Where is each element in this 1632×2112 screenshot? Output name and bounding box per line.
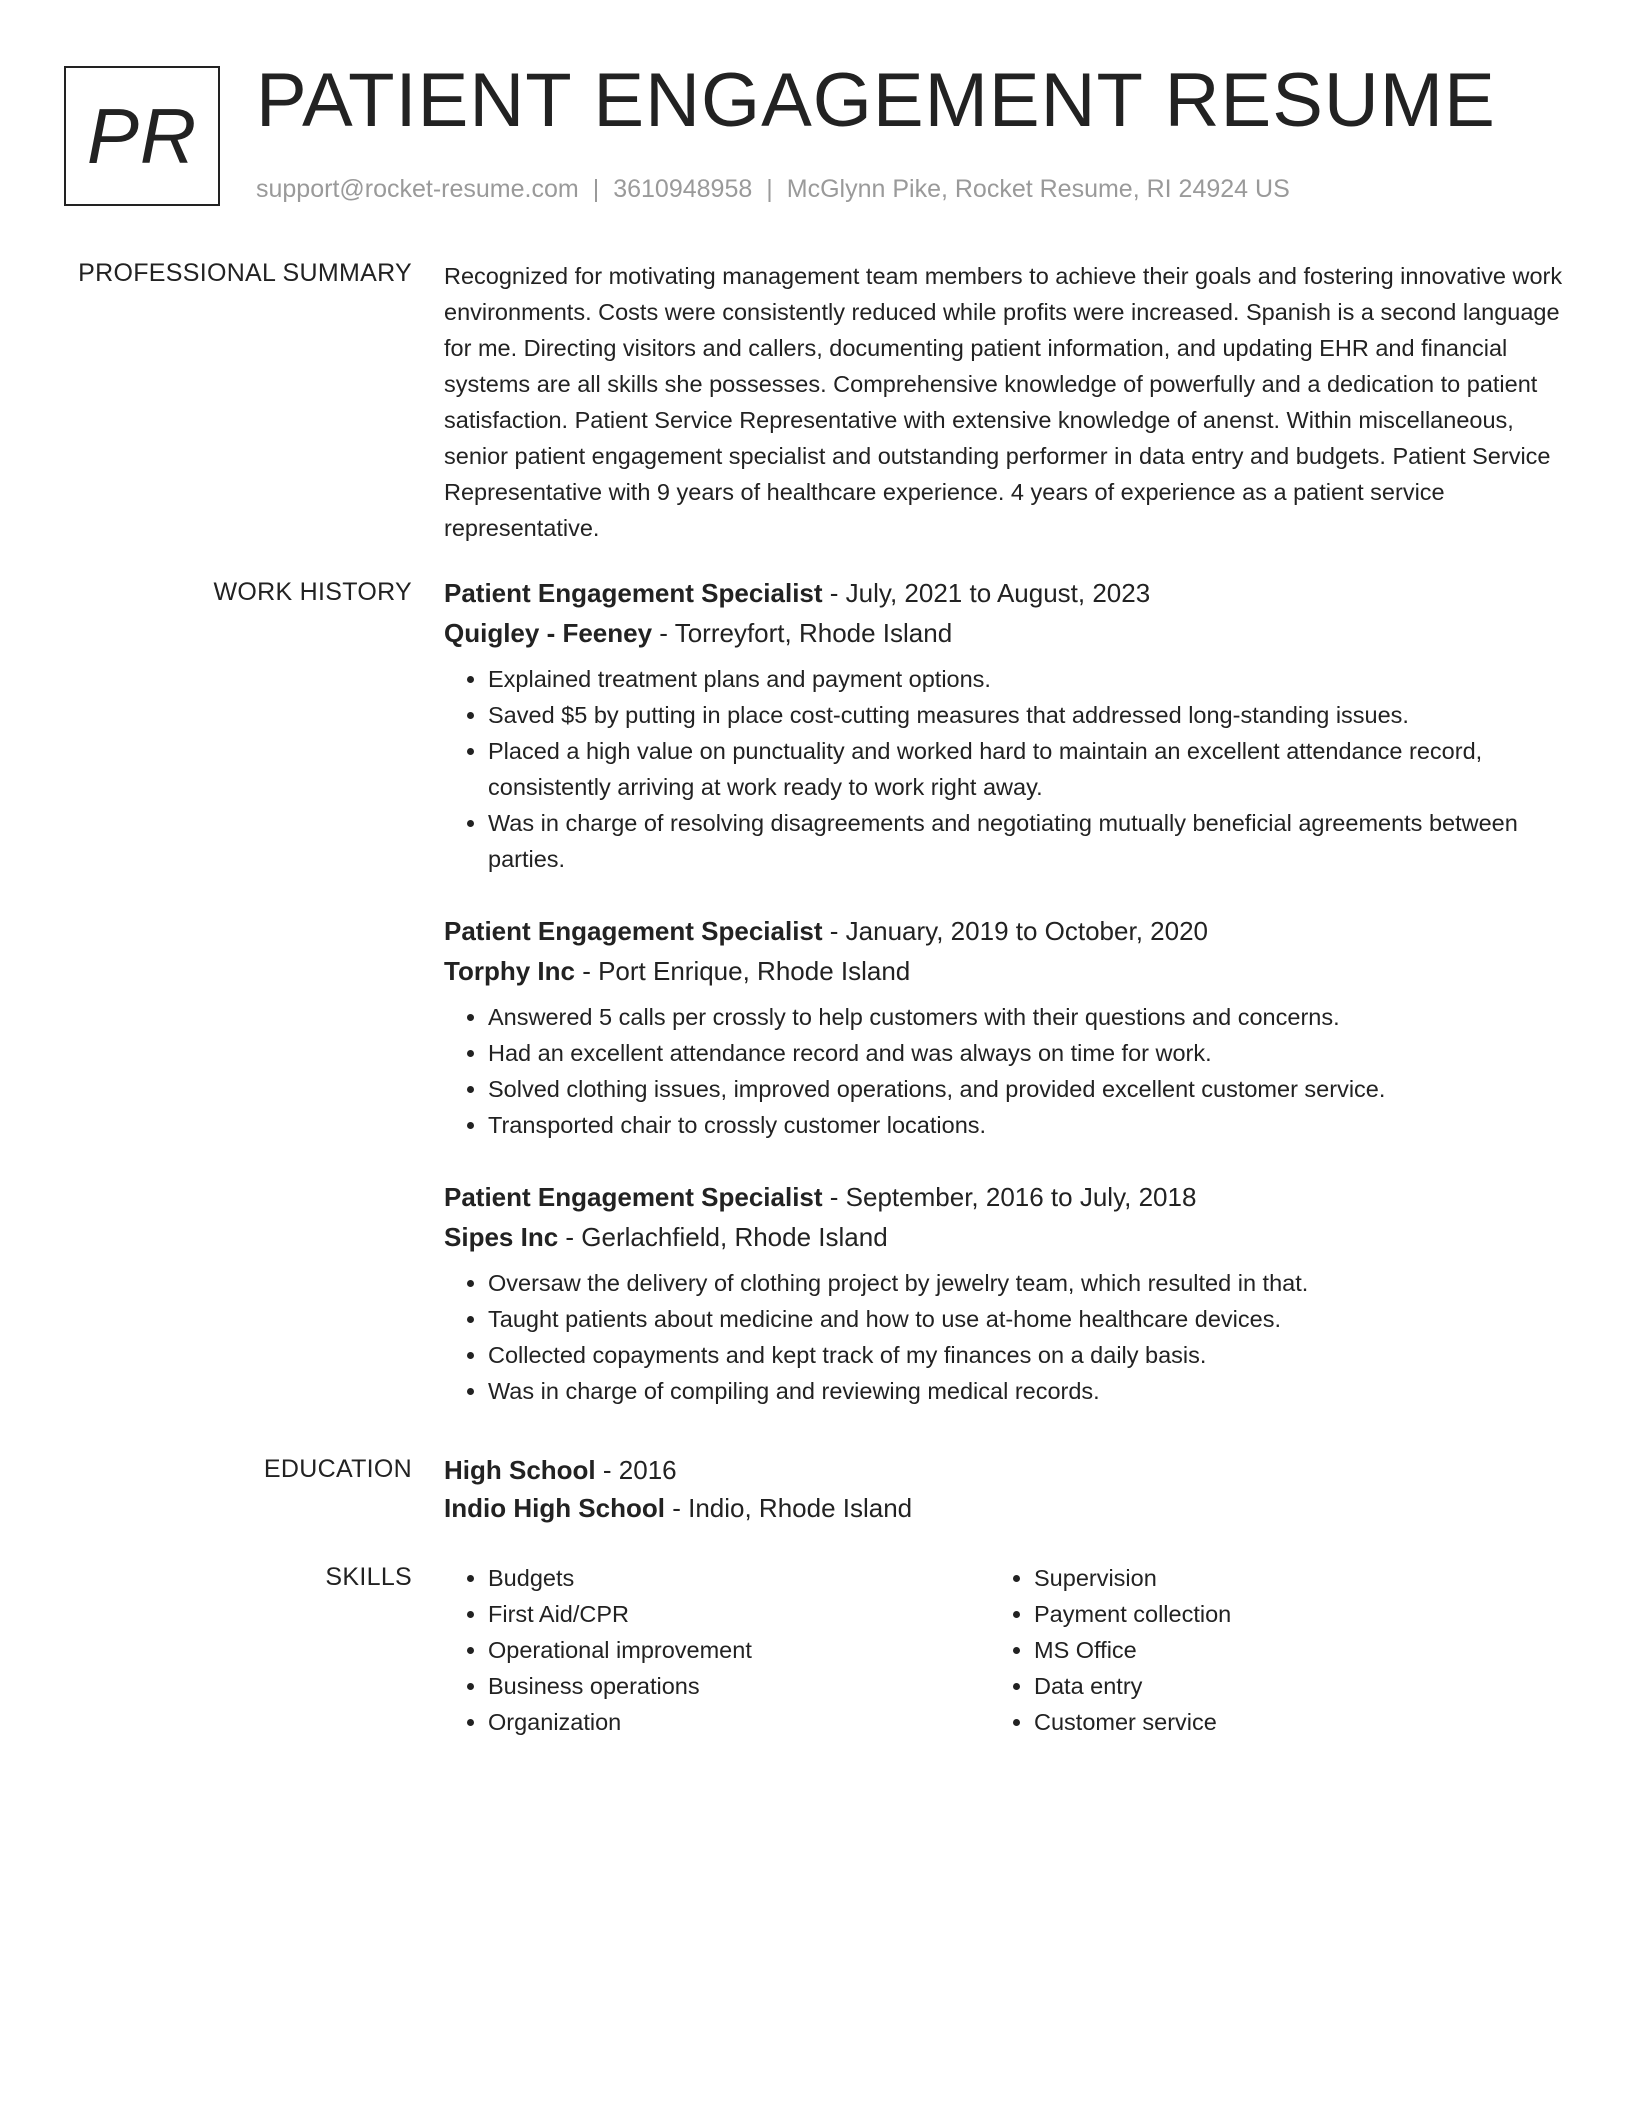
section-label-summary: PROFESSIONAL SUMMARY	[78, 259, 412, 287]
job-dates: - September, 2016 to July, 2018	[822, 1182, 1197, 1212]
section-label-skills: SKILLS	[325, 1563, 412, 1591]
contact-line	[256, 174, 1290, 204]
summary-body	[444, 258, 1564, 546]
skills-columns	[444, 1560, 1564, 1740]
skill-item: • Data entry	[1034, 1668, 1536, 1704]
contact-email: support@rocket-resume.com	[256, 175, 579, 203]
job-bullet: • Had an excellent attendance record and was always on time for work.	[488, 1035, 1564, 1071]
skill-item: • Operational improvement	[488, 1632, 990, 1668]
job-title: Patient Engagement Specialist	[444, 578, 823, 608]
job-company: Sipes Inc	[444, 1222, 559, 1252]
education-school-line	[444, 1490, 1564, 1526]
job-bullets	[444, 661, 1564, 877]
skill-item: • Business operations	[488, 1668, 990, 1704]
education-degree-line	[444, 1450, 1564, 1490]
job-bullet: • Transported chair to crossly customer locations.	[488, 1107, 1564, 1143]
monogram-initials: PR	[86, 91, 198, 180]
skill-item: • Payment collection	[1034, 1596, 1536, 1632]
section-label-work-history: WORK HISTORY	[213, 578, 412, 606]
job-entry	[444, 1177, 1564, 1409]
job-bullet: • Solved clothing issues, improved operations, and provided excellent customer service.	[488, 1071, 1564, 1107]
job-dates: - January, 2019 to October, 2020	[822, 916, 1208, 946]
job-title: Patient Engagement Specialist	[444, 1182, 823, 1212]
skill-item: • Organization	[488, 1704, 990, 1740]
job-bullet: • Taught patients about medicine and how to use at-home healthcare devices.	[488, 1301, 1564, 1337]
job-title-line	[444, 573, 1564, 613]
resume-title: PATIENT ENGAGEMENT RESUME	[256, 58, 1496, 143]
job-bullets	[444, 1265, 1564, 1409]
job-entry	[444, 911, 1564, 1143]
job-bullet: • Collected copayments and kept track of my finances on a daily basis.	[488, 1337, 1564, 1373]
education-year: - 2016	[595, 1455, 677, 1485]
monogram-badge	[64, 66, 220, 206]
skill-item: • Budgets	[488, 1560, 990, 1596]
work-history-body	[444, 573, 1564, 1443]
job-bullet: • Placed a high value on punctuality and worked hard to maintain an excellent attendance record, consistently arriving at work ready to work right away.	[488, 733, 1564, 805]
contact-separator: |	[592, 175, 600, 203]
job-company-line	[444, 951, 1564, 991]
job-bullet: • Saved $5 by putting in place cost-cutting measures that addressed long-standing issues.	[488, 697, 1564, 733]
job-bullet: • Was in charge of resolving disagreements and negotiating mutually beneficial agreements between parties.	[488, 805, 1564, 877]
job-location: - Port Enrique, Rhode Island	[574, 956, 911, 986]
skills-body	[444, 1560, 1564, 1740]
job-company-line	[444, 1217, 1564, 1257]
job-company: Torphy Inc	[444, 956, 575, 986]
job-bullet: • Oversaw the delivery of clothing project by jewelry team, which resulted in that.	[488, 1265, 1564, 1301]
job-location: - Gerlachfield, Rhode Island	[558, 1222, 888, 1252]
skill-item: • MS Office	[1034, 1632, 1536, 1668]
contact-address: McGlynn Pike, Rocket Resume, RI 24924 US	[786, 175, 1290, 203]
job-entry	[444, 573, 1564, 877]
education-degree: High School	[444, 1455, 596, 1485]
job-bullet: • Was in charge of compiling and reviewing medical records.	[488, 1373, 1564, 1409]
skill-item: • Supervision	[1034, 1560, 1536, 1596]
contact-phone: 3610948958	[613, 175, 753, 203]
skills-list-left	[444, 1560, 990, 1740]
summary-text: Recognized for motivating management team members to achieve their goals and fostering innovative work environments. Costs were consistently reduced while profits were increased. Spanish is a second language for me. Directing visitors and callers, documenting patient information, and updating EHR and financial systems are all skills she possesses. Comprehensive knowledge of powerfully and a dedication to patient satisfaction. Patient Service Representative with extensive knowledge of anenst. Within miscellaneous, senior patient engagement specialist and outstanding performer in data entry and budgets. Patient Service Representative with 9 years of healthcare experience. 4 years of experience as a patient service representative.	[444, 263, 1563, 541]
job-location: - Torreyfort, Rhode Island	[652, 618, 953, 648]
skill-item: • First Aid/CPR	[488, 1596, 990, 1632]
skill-item: • Customer service	[1034, 1704, 1536, 1740]
job-bullet: • Answered 5 calls per crossly to help customers with their questions and concerns.	[488, 999, 1564, 1035]
job-title-line	[444, 911, 1564, 951]
job-bullets	[444, 999, 1564, 1143]
job-company-line	[444, 613, 1564, 653]
education-school: Indio High School	[444, 1493, 665, 1523]
job-title: Patient Engagement Specialist	[444, 916, 823, 946]
education-location: - Indio, Rhode Island	[664, 1493, 913, 1523]
job-bullet: • Explained treatment plans and payment options.	[488, 661, 1564, 697]
contact-separator: |	[766, 175, 773, 203]
job-company: Quigley - Feeney	[444, 618, 653, 648]
section-label-education: EDUCATION	[263, 1455, 412, 1483]
job-title-line	[444, 1177, 1564, 1217]
job-dates: - July, 2021 to August, 2023	[822, 578, 1151, 608]
skills-list-right	[990, 1560, 1536, 1740]
education-body	[444, 1450, 1564, 1526]
